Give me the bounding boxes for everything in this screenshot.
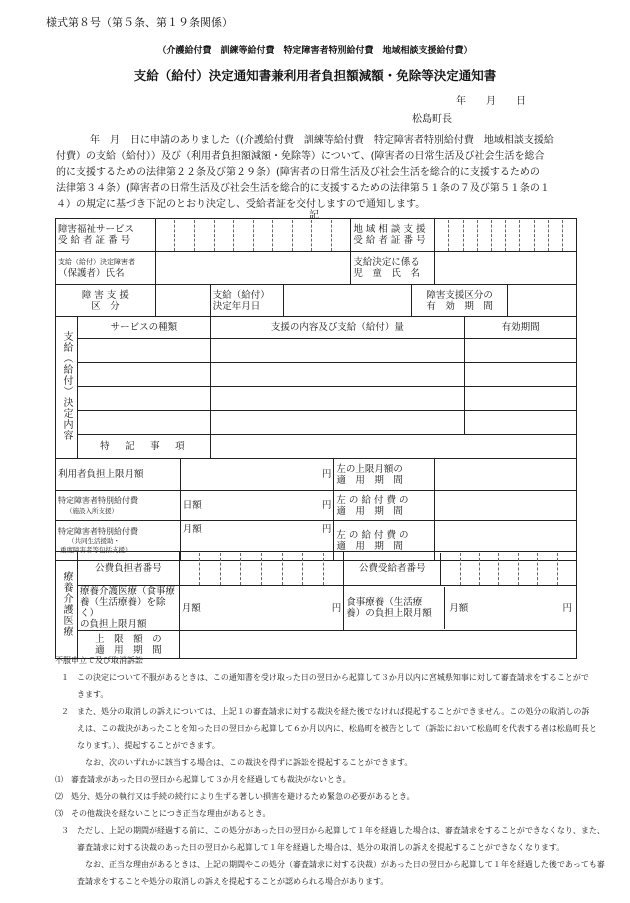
document-title: 支給（給付）決定通知書兼利用者負担額減額・免除等決定通知書: [133, 68, 497, 83]
service-type-cell[interactable]: [77, 387, 210, 411]
form-number: 様式第８号（第５条、第１９条関係）: [46, 16, 233, 29]
support-content-cell[interactable]: [210, 411, 464, 435]
service-type-cell[interactable]: [77, 411, 210, 435]
body-line-1: 年 月 日に申請のありました（(介護給付費 訓練等給付費 特定障害者特別給付費 地域相談支援給: [90, 135, 554, 146]
special-benefit-facility-label: 特定障害者特別給付費 （施設入所支援）: [56, 491, 181, 521]
meal-limit-label: 食事療養（生活療 養）の負担上限月額: [344, 587, 445, 629]
medical-care-table: [55, 551, 577, 659]
service-type-header: サービスの種類: [77, 317, 210, 339]
support-content-cell[interactable]: [210, 387, 464, 411]
appeal-notes: [55, 653, 605, 890]
benefit-period-label: 左 の 給 付 費 の 適 用 期 間: [334, 521, 435, 561]
monthly-amount-label: 月額: [182, 524, 202, 535]
public-recipient-number-row: [344, 552, 577, 586]
benefit-period-label: 左 の 給 付 費 の 適 用 期 間: [334, 491, 435, 521]
upper-limit-period-label: 左の上限月額の 適 用 期 間: [334, 459, 435, 491]
special-benefit-group-label: 特定障害者特別給付費 （共同生活援助・ 重度障害者等包括支援）: [56, 521, 181, 561]
issuer-name: 松島町長: [412, 114, 452, 125]
yen-unit: 円: [321, 469, 332, 480]
note-line: ⑵ 処分、処分の執行又は手続の続行により生ずる著しい損害を避けるため緊急の必要があるとき。: [55, 792, 415, 801]
note-line: ⑶ その他裁決を経ないことにつき正当な理由があるとき。: [55, 809, 271, 818]
note-line: なお、次のいずれかに該当する場合は、この裁決を得ずに訴訟を提起することができます。: [61, 758, 413, 767]
note-line: ２ また、処分の取消しの訴えについては、上記１の審査請求に対する裁決を経た後でなければ提起することができません。この処分の取消しの訴: [61, 707, 590, 716]
support-content-cell[interactable]: [210, 339, 464, 363]
note-line: 審査請求に対する決裁のあった日の翌日から起算して１年を経過した場合は、処分の取消しの訴えを提起することができなくなります。: [61, 843, 565, 852]
meal-limit-amount[interactable]: [445, 587, 576, 629]
recipient-number-field[interactable]: [155, 219, 351, 252]
body-line-2: 付費）の支給（給付））及び（利用者負担額減額・免除等）について、(障害者の日常生活及び社会生活を総合: [56, 151, 545, 162]
note-line: １ この決定について不服があるときは、この通知書を受け取った日の翌日から起算して３か月以内に宮城県知事に対して審査請求をすることがで: [61, 673, 589, 682]
medical-care-side-label: 療養介護医療: [56, 552, 78, 659]
community-support-number-field[interactable]: [435, 219, 577, 252]
public-recipient-number-label: 公費受給者番号: [344, 553, 441, 585]
yen-unit: 円: [321, 500, 332, 511]
body-line-3: 的に支援するための法律第２２条及び第２９条）(障害者の日常生活及び社会生活を総合的に支援するための: [56, 167, 540, 178]
yen-unit: 円: [562, 602, 572, 614]
decision-date-field[interactable]: [283, 285, 412, 317]
service-type-cell[interactable]: [77, 339, 210, 363]
upper-limit-period-field[interactable]: [435, 459, 577, 491]
special-benefit-facility-amount[interactable]: [180, 491, 334, 521]
decision-date-label: 支給（給付） 決定年月日: [210, 285, 283, 317]
note-line: なお、正当な理由があるときは、上記の期間やこの処分（審査請求に対する決裁）があった日の翌日から起算して１年を経過した後であっても審: [61, 860, 605, 869]
date-line: 年 月 日: [456, 96, 526, 107]
validity-period-cell[interactable]: [465, 387, 577, 411]
note-line: なります。）、提起することができます。: [61, 741, 220, 750]
public-payer-number-field[interactable]: [179, 552, 344, 586]
body-line-4: 法律第３４条）(障害者の日常生活及び社会生活を総合的に支援するための法律第５１条の７及び第５１条の１: [56, 183, 550, 194]
category-validity-field[interactable]: [508, 285, 577, 317]
support-content-cell[interactable]: [210, 363, 464, 387]
support-content-header: 支援の内容及び支給（給付）量: [210, 317, 464, 339]
yen-unit: 円: [331, 602, 342, 614]
decision-table: [55, 218, 577, 561]
support-category-field[interactable]: [155, 285, 210, 317]
special-notes-field[interactable]: [210, 435, 576, 459]
validity-period-cell[interactable]: [465, 411, 577, 435]
child-name-field[interactable]: [435, 252, 577, 285]
upper-limit-label: 利用者負担上限月額: [56, 459, 181, 491]
public-payer-number-label: 公費負担者番号: [77, 552, 179, 586]
note-line: ⑴ 審査請求があった日の翌日から起算して３か月を経過しても裁決がないとき。: [55, 775, 351, 784]
child-name-label: 支給決定に係る 児 童 氏 名: [351, 252, 435, 285]
validity-period-cell[interactable]: [465, 339, 577, 363]
support-category-label: 障 害 支 援 区 分: [56, 285, 156, 317]
body-line-5: ４）の規定に基づき下記のとおり決定し、受給者証を交付しますので通知します。: [56, 199, 426, 210]
service-type-cell[interactable]: [77, 363, 210, 387]
validity-period-cell[interactable]: [465, 363, 577, 387]
note-line: 査請求をすることや処分の取消しの訴えを提起することが認められる場合があります。: [61, 877, 389, 886]
monthly-amount-label: 月額: [449, 602, 469, 614]
note-line: ３ ただし、上記の期間が経過する前に、この処分があった日の翌日から起算して１年を経過した場合は、審査請求をすることができなくなり、また、: [61, 826, 605, 835]
benefit-category-line: （介護給付費 訓練等給付費 特定障害者特別給付費 地域相談支援給付費）: [157, 46, 473, 56]
note-line: きます。: [61, 690, 109, 699]
ki-heading: 記: [309, 210, 319, 221]
limit-period-label: 上 限 額 の 適 用 期 間: [77, 631, 179, 659]
decision-content-side-label: 支給（給付）決定内容: [56, 317, 78, 459]
category-validity-label: 障害支援区分の 有 効 期 間: [412, 285, 508, 317]
appeal-notes-title: 不服申立て及び取消訴訟: [55, 656, 143, 665]
note-line: えは、この裁決があったことを知った日の翌日から起算して６か月以内に、松島町を被告として（訴訟において松島町を代表する者は松島町長と: [61, 724, 597, 733]
yen-unit: 円: [321, 524, 332, 535]
medical-limit-amount[interactable]: [179, 586, 344, 631]
upper-limit-amount-field[interactable]: [180, 459, 334, 491]
meal-limit-row: [344, 586, 577, 631]
special-notes-label: 特 記 事 項: [77, 435, 210, 459]
recipient-number-label: 障害福祉サービス 受 給 者 証 番 号: [56, 219, 156, 252]
validity-period-header: 有効期間: [465, 317, 577, 339]
guardian-name-label: 支給（給付）決定障害者 （保護者）氏名: [56, 252, 156, 285]
daily-amount-label: 日額: [182, 500, 202, 511]
benefit-period-field[interactable]: [435, 491, 577, 521]
guardian-name-field[interactable]: [155, 252, 351, 285]
monthly-amount-label: 月額: [181, 602, 201, 614]
medical-limit-label: 療養介護医療（食事療 養（生活療養）を除く） の負担上限月額: [77, 586, 179, 631]
community-support-number-label: 地 域 相 談 支 援 受 給 者 証 番 号: [351, 219, 435, 252]
